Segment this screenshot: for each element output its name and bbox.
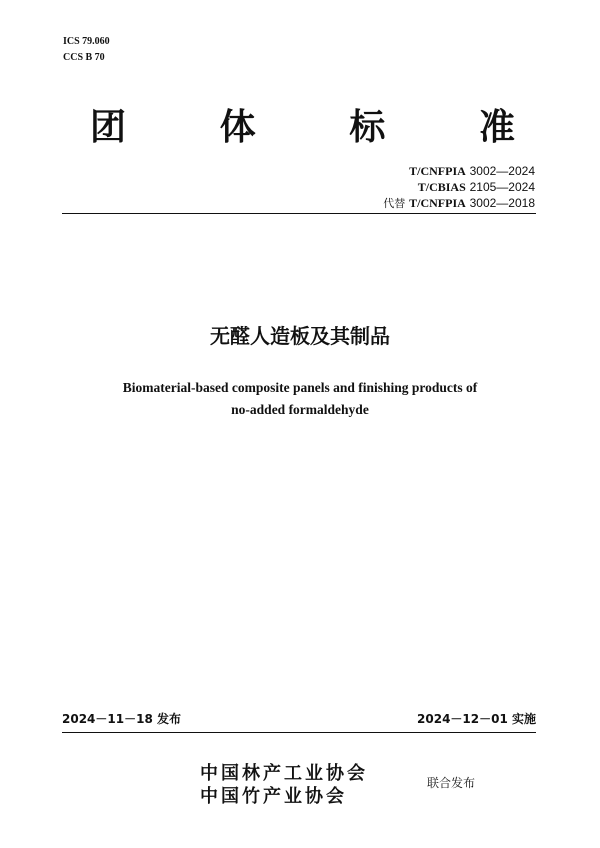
english-title (60, 377, 540, 421)
standard-numbers (383, 163, 535, 212)
publisher-org: 中国竹产业协会 (200, 786, 347, 807)
publisher-org: 中国林产工业协会 (200, 763, 368, 784)
doc-type-char: 标 (349, 107, 386, 148)
ics-code: ICS 79.060 (63, 36, 110, 47)
document-type-title (90, 106, 515, 150)
replaces-label: 代替 (383, 197, 406, 210)
joint-release-label: 联合发布 (427, 776, 476, 790)
doc-type-char: 团 (90, 107, 127, 148)
doc-type-char: 准 (478, 107, 515, 148)
publisher-organizations (200, 762, 368, 808)
replaces-standard (383, 195, 535, 212)
standard-num: 2105—2024 (469, 180, 535, 194)
standard-num: 3002—2024 (469, 164, 535, 178)
english-title-line: no-added formaldehyde (231, 402, 369, 417)
standard-number-cbias (383, 179, 535, 195)
implement-date: 2024－12－01 实施 (417, 712, 536, 726)
standard-org: T/CNFPIA (409, 196, 466, 210)
chinese-title: 无醛人造板及其制品 (210, 324, 390, 348)
standard-number-cnfpia (383, 163, 535, 179)
classification-codes (63, 34, 110, 66)
publish-date: 2024－11－18 发布 (62, 712, 181, 726)
ccs-code: CCS B 70 (63, 52, 105, 63)
english-title-line: Biomaterial-based composite panels and finishing products of (122, 380, 478, 395)
standard-org: T/CNFPIA (409, 164, 466, 178)
standard-org: T/CBIAS (417, 180, 466, 194)
doc-type-char: 体 (219, 107, 256, 148)
standard-num: 3002—2018 (469, 196, 535, 210)
top-divider (62, 213, 536, 214)
bottom-divider (62, 732, 536, 733)
